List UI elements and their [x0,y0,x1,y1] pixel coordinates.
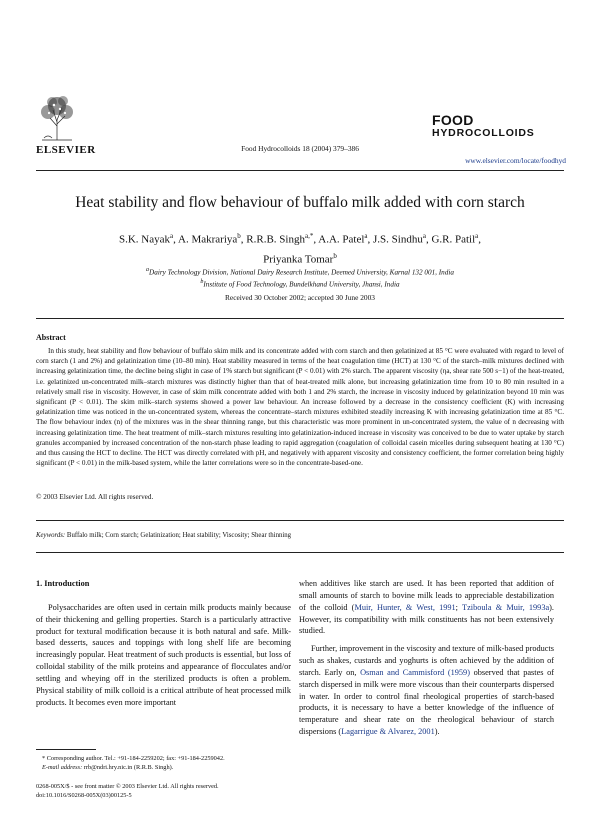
header-rule [36,170,564,171]
article-title: Heat stability and flow behaviour of buffalo milk added with corn starch [75,194,525,211]
received-dates: Received 30 October 2002; accepted 30 June 2003 [224,293,376,302]
issn-line: 0268-005X/$ - see front matter © 2003 Elsevier Ltd. All rights reserved. [36,783,219,790]
affiliation-b: $^b$Institute of Food Technology, Bundelkhand University, Jhansi, India [200,279,400,289]
abstract-top-rule [36,318,564,319]
citation-link[interactable]: Tziboula & Muir, 1993a [462,602,550,612]
intro-paragraph-2: when additives like starch are used. It has been reported that addition of small amounts of starch to bovine milk leads to appreciable destabilization of the colloid (Muir, Hunter, & West, 1991; Tziboula & Muir, 1993a). However, its compatibility with milk constituents has not been extensively studied. [299,579,555,636]
intro-paragraph-3: Further, improvement in the viscosity and texture of milk-based products such as shakes, custards and yoghurts is often achieved by the addition of starch. Early on, Osman and Cammisford (1959) observed that pastes of starch dispersed in milk were more viscous than their counterparts dispersed in water. In order to control final rheological properties of starch-based products, it is necessary to have a better knowledge of the influence of temperature and shear rate on the rheological behaviour of starch dispersions (Lagarrigue & Alvarez, 2001). [299,644,554,737]
citation-link[interactable]: Muir, Hunter, & West, 1991 [354,602,456,612]
section-heading: 1. Introduction [36,579,90,588]
doi-line[interactable]: doi:10.1016/S0268-005X(03)00125-5 [36,792,132,799]
author-list: S.K. Nayak$^a$, A. Makrariya$^b$, R.R.B. Singh$^{a,*}$, A.A. Patel$^a$, J.S. Sindhu$^a$, G.R. Patil$^a$, Priyanka Tomar$^b$ [118,232,481,266]
author-affiliation-mark: a [170,232,174,240]
author-affiliation-mark: b [237,232,241,240]
intro-paragraph-1: Polysaccharides are often used in certain milk products mainly because of their thickening and gelling properties. Starch is a particularly attractive product for textural modification because it is both natural and safe. Milk-based desserts, sauces and toppings with long shelf life are becoming increasingly popular. Heat treatment of such products is essential, but loss of colloidal stability of the milk proteins and appearance of flocculates and/or settling and wheying off in the sterilized products is often a problem. Physical stability of milk colloid is a critical attribute of heat processed milk products. It becomes even more important [36,602,291,707]
email-link[interactable]: rrb@ndri.hry.nic.in (R.R.B. Singh). [83,764,174,771]
publisher-name: ELSEVIER [36,144,96,156]
copyright-line: © 2003 Elsevier Ltd. All rights reserved. [36,493,154,501]
journal-brand-line1: FOOD [432,112,474,128]
elsevier-tree-logo-icon [36,92,78,142]
keywords-label: Keywords: [36,532,66,539]
issn-doi [36,782,336,800]
author-affiliation-mark: a,* [304,232,314,240]
footnote-rule [36,749,96,750]
author-affiliation-mark: a [422,232,426,240]
author-affiliation-mark: a [475,232,479,240]
corresponding-footnote [36,754,291,772]
author-name: J.S. Sindhu [373,233,423,246]
keywords-text: Buffalo milk; Corn starch; Gelatinization; Heat stability; Viscosity; Shear thinning [66,532,292,539]
affiliations [0,265,600,290]
affiliation-a: $^a$Dairy Technology Division, National Dairy Research Institute, Deemed University, Karnal 132 001, India [146,267,454,277]
author-affiliation-mark: b [333,251,337,260]
author-name: A. Makrariya [178,233,238,246]
citation-link[interactable]: Lagarrigue & Alvarez, 2001 [341,727,435,737]
keywords-rule [36,552,564,553]
keywords-line [36,532,291,539]
abstract-bottom-rule [36,520,564,521]
body-column-left [36,578,291,708]
email-line: E-mail address: rrb@ndri.hry.nic.in (R.R.B. Singh). [42,764,174,771]
author-name: A.A. Patel [318,233,365,246]
journal-reference: Food Hydrocolloids 18 (2004) 379–386 [241,144,359,153]
corresponding-author: * Corresponding author. Tel.: +91-184-2259202; fax: +91-184-2259042. [42,755,225,762]
author-name: Priyanka Tomar [263,253,334,266]
body-column-right [299,578,554,738]
abstract-heading: Abstract [36,333,66,342]
author-affiliation-mark: a [364,232,368,240]
abstract-body: In this study, heat stability and flow behaviour of buffalo skim milk and its concentrate added with corn starch and then gelatinized at 85 °C were evaluated with regard to level of corn starch (1 and 2%) and gelatinization time (10–80 min). Heat stability measured in terms of the heat coagulation time (HCT) at 130 °C of the starch–milk mixtures declined with increasing gelatinization time, the decline being slight in case of 1% starch but significant (P < 0.01) with 2% starch. The apparent viscosity (ηa, shear rate 500 s−1) of the heat-treated, i.e. gelatinized un-concentrated milk–starch mixtures was distinctly higher than that of heat-treated milk alone, but increasing gelatinization time from 10 to 80 min resulted in a relatively small rise in viscosity. However, in case of skim milk concentrate added with both 1 and 2% starch, the increase in viscosity induced by gelatinization beyond 10 min was significant (P < 0.01). The skim milk–starch systems showed a power law behaviour. An increase followed by a decrease in the consistency coefficient (K) with increasing gelatinization time was noticed in the un-concentrated system, whereas the concentrate–starch mixtures exhibited steadily increasing K with increasing gelatinization time at 85 °C. The flow behaviour index (n) of the mixtures was in the shear thinning range, but this characteristic was more prominent in un-concentrated system, the value of n decreasing with increasing gelatinization time. The heat treatment of milk–starch mixtures resulting into gelatinization-induced increase in viscosity was conceived to be due to water uptake by starch granules accompanied by increased concentration of the non-starch phase leading to rapid aggregation (coagulation of colloidal casein micelles during subsequent heating at 130 °C) and thus causing the HCT to decline. The HCT was directly correlated with pH, and negatively with apparent viscosity and consistency coefficient, the former correlation being highly significant (P < 0.01) in the milk-based system, while the latter correlations were so in the concentrate-based-one. [36,347,564,468]
journal-brand-line2: HYDROCOLLOIDS [432,127,535,139]
journal-url-link[interactable]: www.elsevier.com/locate/foodhyd [465,156,566,165]
author-name: G.R. Patil [431,233,476,246]
citation-link[interactable]: Osman and Cammisford (1959) [360,667,470,677]
author-name: S.K. Nayak [118,233,171,246]
author-name: R.R.B. Singh [246,233,305,246]
